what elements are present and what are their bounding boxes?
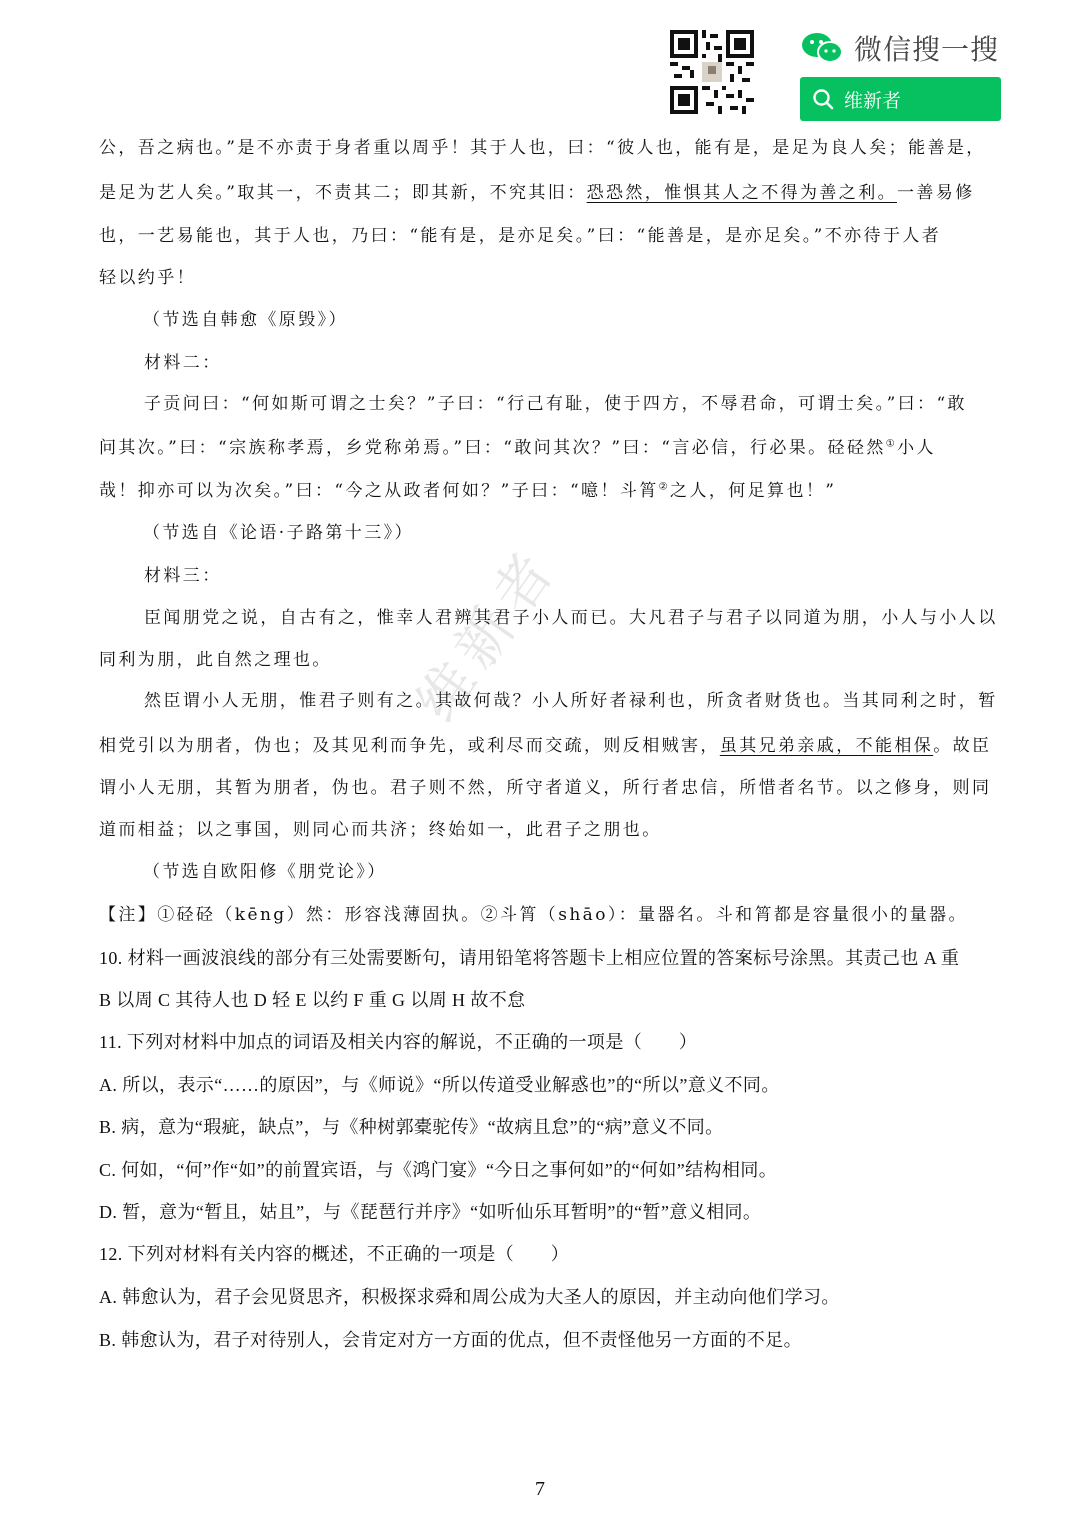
footnote: 【注】①硁硁（kēng）然：形容浅薄固执。②斗筲（shāo）：量器名。斗和筲都是容量很小的量器。 — [99, 905, 968, 925]
material2-line1: 子贡问曰：“何如斯可谓之士矣？”子曰：“行己有耻，使于四方，不辱君命，可谓士矣。”曰：“敢 — [144, 394, 967, 414]
qr-code — [670, 30, 754, 114]
material3-p2-line1: 然臣谓小人无朋，惟君子则有之。其故何哉？小人所好者禄利也，所贪者财货也。当其同利之时，暂 — [144, 691, 998, 711]
wechat-search-brand — [800, 28, 999, 68]
underlined-phrase: 虽其兄弟亲戚，不能相保 — [719, 736, 934, 756]
material3-title: 材料三： — [144, 566, 222, 586]
material3-source: （节选自欧阳修《朋党论》） — [143, 862, 387, 882]
material2-line3: 哉！抑亦可以为次矣。”曰：“今之从政者何如？”子曰：“噫！斗筲②之人，何足算也！” — [99, 481, 837, 501]
material1-line2: 是足为艺人矣。”取其一，不责其二；即其新，不究其旧：恐恐然，惟惧其人之不得为善之利。一善易修 — [99, 183, 975, 203]
question-12-option-a: A. 韩愈认为，君子会见贤思齐，积极探求舜和周公成为大圣人的原因，并主动向他们学习。 — [99, 1287, 840, 1307]
wechat-search-button[interactable] — [800, 77, 1001, 121]
question-10-line1: 10. 材料一画波浪线的部分有三处需要断句，请用铅笔将答题卡上相应位置的答案标号涂黑。其责己也 A 重 — [99, 948, 960, 968]
material3-p2-line4: 道而相益；以之事国，则同心而共济；终始如一，此君子之朋也。 — [99, 820, 662, 840]
material3-p1-line1: 臣闻朋党之说，自古有之，惟幸人君辨其君子小人而已。大凡君子与君子以同道为朋，小人与小人以 — [144, 608, 998, 628]
question-12: 12. 下列对材料有关内容的概述，不正确的一项是（ ） — [99, 1244, 570, 1264]
question-11-option-d: D. 暂，意为“暂且，姑且”，与《琵琶行并序》“如听仙乐耳暂明”的“暂”意义相同。 — [99, 1202, 762, 1222]
material1-source: （节选自韩愈《原毁》） — [143, 310, 348, 330]
material2-title: 材料二： — [144, 353, 222, 373]
underlined-phrase: 恐恐然，惟惧其人之不得为善之利。 — [586, 183, 897, 203]
question-11-option-c: C. 何如，“何”作“如”的前置宾语，与《鸿门宴》“今日之事何如”的“何如”结构相同。 — [99, 1160, 778, 1180]
search-label: 维新者 — [844, 89, 902, 112]
question-11-option-a: A. 所以，表示“……的原因”，与《师说》“所以传道受业解惑也”的“所以”意义不同。 — [99, 1075, 780, 1095]
material1-line4: 轻以约乎！ — [99, 268, 196, 288]
material3-p2-line3: 谓小人无朋，其暂为朋者，伪也。君子则不然，所守者道义，所行者忠信，所惜者名节。以之修身，则同 — [99, 778, 992, 798]
search-icon — [812, 88, 834, 110]
brand-text: 微信搜一搜 — [854, 33, 1000, 66]
page-number: 7 — [535, 1478, 545, 1500]
material3-p1-line2: 同利为朋，此自然之理也。 — [99, 650, 332, 670]
question-11-option-b: B. 病，意为“瑕疵，缺点”，与《种树郭橐驼传》“故病且怠”的“病”意义不同。 — [99, 1117, 724, 1137]
material3-p2-line2: 相党引以为朋者，伪也；及其见利而争先，或利尽而交疏，则反相贼害，虽其兄弟亲戚，不能相保。故臣 — [99, 736, 992, 756]
question-10-line2: B 以周 C 其待人也 D 轻 E 以约 F 重 G 以周 H 故不怠 — [99, 990, 526, 1010]
wechat-icon — [800, 31, 844, 65]
watermark: 维新者 — [404, 534, 572, 735]
material1-line3: 也，一艺易能也，其于人也，乃曰：“能有是，是亦足矣。”曰：“能善是，是亦足矣。”不亦待于人者 — [99, 226, 942, 246]
material2-source: （节选自《论语·子路第十三》） — [143, 523, 414, 543]
material2-line2: 问其次。”曰：“宗族称孝焉，乡党称弟焉。”曰：“敢问其次？”曰：“言必信，行必果。硁硁然①小人 — [99, 438, 936, 458]
question-11: 11. 下列对材料中加点的词语及相关内容的解说，不正确的一项是（ ） — [99, 1032, 698, 1052]
material1-line1: 公，吾之病也。”是不亦责于身者重以周乎！其于人也，曰：“彼人也，能有是，是足为良人矣；能善是， — [99, 138, 986, 158]
question-12-option-b: B. 韩愈认为，君子对待别人，会肯定对方一方面的优点，但不责怪他另一方面的不足。 — [99, 1330, 803, 1350]
